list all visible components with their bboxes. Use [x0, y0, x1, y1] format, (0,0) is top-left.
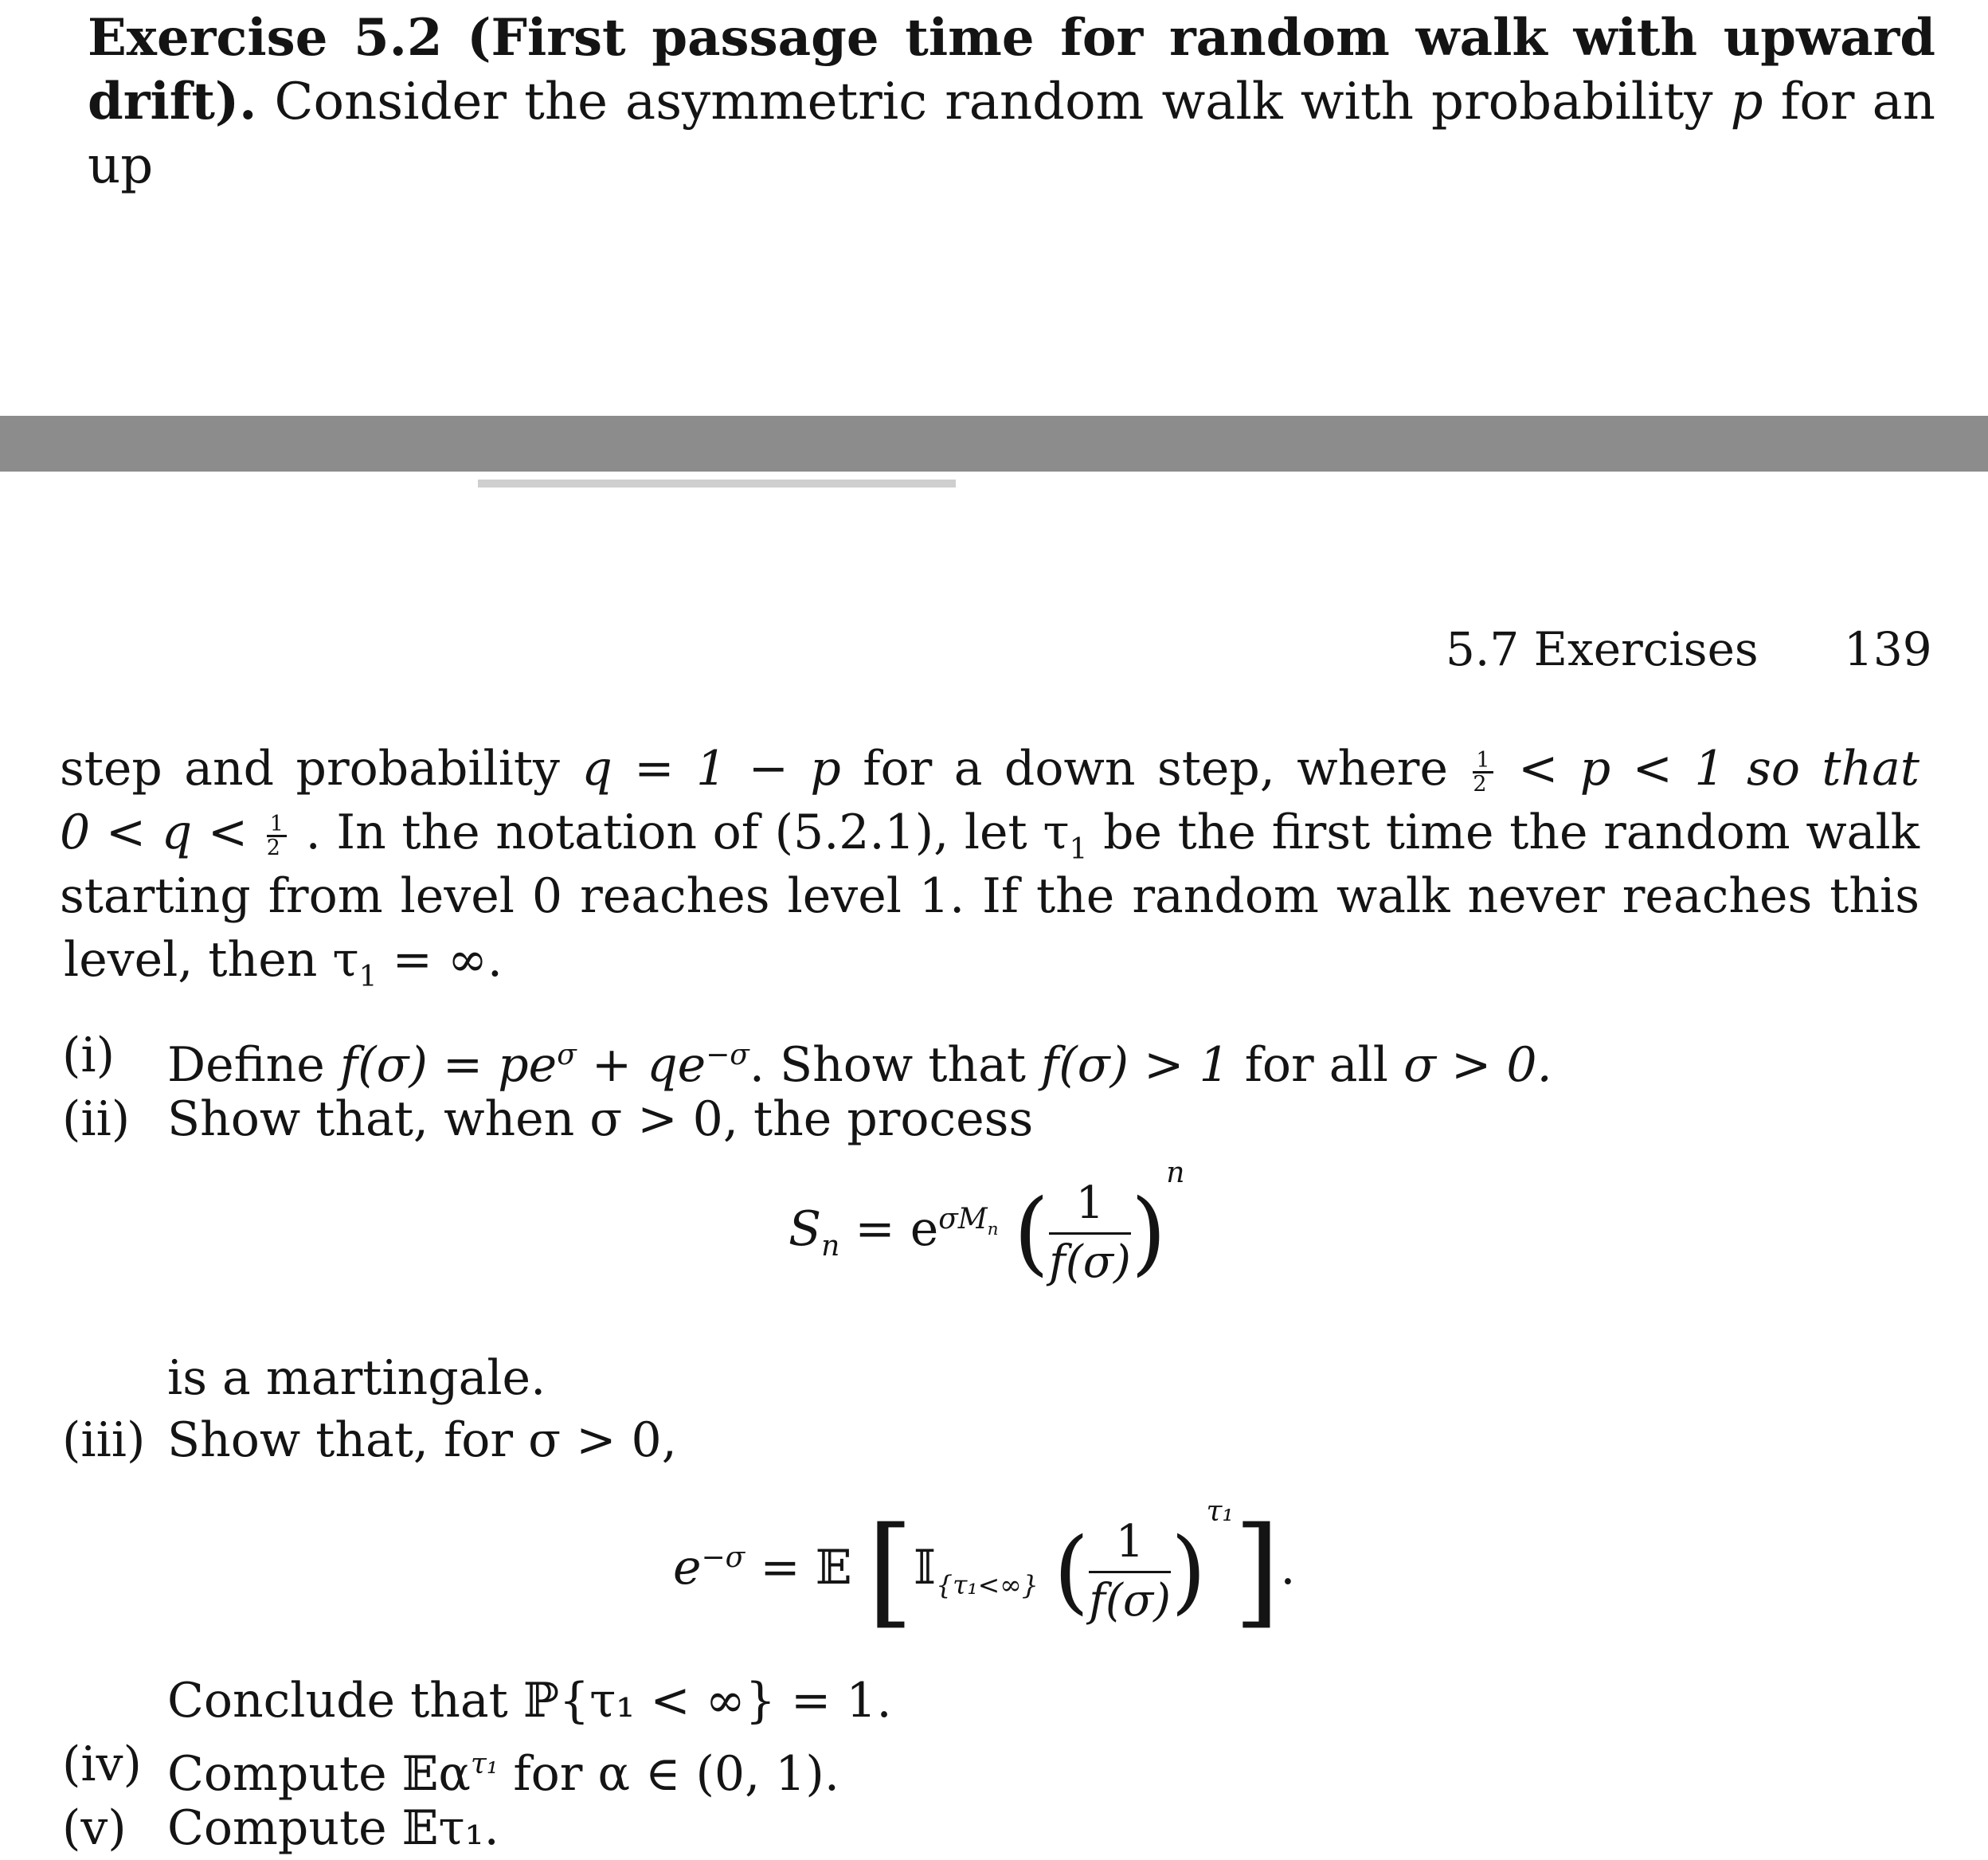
intro-text: be the first time the random walk	[1103, 805, 1920, 860]
intro-text: for a down step, where	[863, 741, 1448, 797]
item-v-label: (v)	[62, 1800, 127, 1856]
line2-end: for an up	[88, 72, 1935, 195]
equation-expectation	[673, 1495, 1296, 1641]
page-divider	[0, 416, 1988, 472]
item-math: f(σ) > 1	[1041, 1037, 1230, 1093]
intro-line-2: 0 < q < $\frac{1}{2}$ . In the notation of (5.2.1), let $\tau_1$ be the first time the random walk	[60, 805, 1920, 866]
item-iii-text: Show that, for σ > 0,	[167, 1412, 677, 1468]
intro-math: q = 1 − p	[581, 741, 841, 797]
exercise-label: Exercise 5.2	[88, 8, 443, 68]
eq-num: 1	[1089, 1517, 1171, 1574]
item-math: f(σ) = pe	[339, 1037, 558, 1093]
left-bracket: [	[867, 1502, 914, 1641]
intro-math: 0 < q <	[60, 805, 248, 860]
intro-math: = ∞.	[392, 932, 503, 988]
item-v-text: Compute 𝔼τ₁.	[167, 1800, 499, 1856]
left-paren: (	[1053, 1517, 1090, 1624]
eq-end: .	[1280, 1540, 1296, 1596]
top-line-2	[88, 70, 1935, 198]
eq-mid: = 𝔼	[760, 1540, 852, 1596]
section-title: 5.7 Exercises	[1446, 622, 1759, 676]
intro-text: . In the notation of (5.2.1), let τ	[305, 805, 1070, 860]
eq-lhs: S	[789, 1201, 822, 1258]
item-text: Define	[167, 1037, 325, 1093]
item-ii-label: (ii)	[62, 1091, 131, 1147]
line2-rest: Consider the asymmetric random walk with probability	[274, 72, 1713, 131]
item-i-text: Define $f(\sigma) = pe^\sigma + qe^{-\sigma}$. Show that f(σ) > 1 for all σ > 0.	[167, 1037, 1552, 1093]
item-iii-conclude: Conclude that ℙ{τ₁ < ∞} = 1.	[167, 1673, 892, 1729]
intro-text: step and probability	[60, 741, 560, 797]
item-ii-after: is a martingale.	[167, 1350, 546, 1406]
fraction-half	[1473, 747, 1493, 797]
eq-sub: n	[821, 1230, 840, 1263]
item-iii-label: (iii)	[62, 1412, 146, 1468]
item-text: . Show that	[749, 1037, 1026, 1093]
frac-num: 1	[267, 813, 287, 837]
intro-line-4: level, then $\tau_1$ = ∞.	[64, 932, 503, 993]
exercise-title-cont: drift).	[88, 72, 257, 131]
intro-math: < p < 1 so that	[1518, 741, 1920, 797]
intro-line-1	[60, 737, 1920, 801]
frac-den: 2	[266, 835, 280, 860]
eq-num: 1	[1049, 1179, 1131, 1235]
item-math: σ > 0.	[1403, 1037, 1552, 1093]
intro-line-3: starting from level 0 reaches level 1. If the random walk never reaches this	[60, 868, 1920, 924]
eq-sup: σM	[938, 1203, 988, 1236]
var-p: p	[1730, 72, 1763, 131]
item-text: for all	[1244, 1037, 1388, 1093]
item-text: for α ∈ (0, 1).	[513, 1746, 839, 1802]
frac-den: 2	[1473, 771, 1487, 797]
item-math: Compute 𝔼α	[167, 1746, 471, 1802]
item-sup: τ₁	[470, 1748, 499, 1780]
item-iv-label: (iv)	[62, 1737, 142, 1792]
right-paren: )	[1170, 1517, 1207, 1624]
eq-mid: = e	[855, 1201, 939, 1258]
item-iv-text	[167, 1733, 839, 1806]
eq-fraction	[1049, 1179, 1131, 1287]
eq-indicator-sub: {τ₁<∞}	[936, 1569, 1039, 1601]
item-ii-text: Show that, when σ > 0, the process	[167, 1091, 1034, 1147]
page-divider-shadow	[478, 480, 956, 488]
eq-pow: n	[1166, 1157, 1185, 1189]
exercise-title: (First passage time for random walk with upward	[467, 8, 1935, 68]
frac-num: 1	[1473, 750, 1493, 773]
item-i-label: (i)	[62, 1028, 115, 1083]
page-number: 139	[1844, 622, 1932, 676]
eq-indicator: 𝕀	[914, 1540, 937, 1596]
top-line-1	[88, 6, 1935, 70]
right-paren: )	[1130, 1179, 1167, 1286]
eq-sup: −σ	[701, 1541, 746, 1575]
item-math: + qe	[591, 1037, 706, 1093]
left-paren: (	[1013, 1179, 1050, 1286]
intro-text: level, then τ	[64, 932, 359, 988]
eq-den: f(σ)	[1049, 1236, 1131, 1289]
eq-fraction	[1089, 1517, 1171, 1626]
eq-den: f(σ)	[1089, 1575, 1171, 1627]
eq-lhs: e	[673, 1540, 702, 1596]
eq-pow: τ₁	[1206, 1495, 1234, 1528]
running-header	[1446, 617, 1759, 681]
equation-martingale	[789, 1159, 1184, 1287]
fraction-half	[267, 813, 287, 859]
eq-sup-sub: n	[987, 1220, 999, 1240]
right-bracket: ]	[1233, 1502, 1281, 1641]
